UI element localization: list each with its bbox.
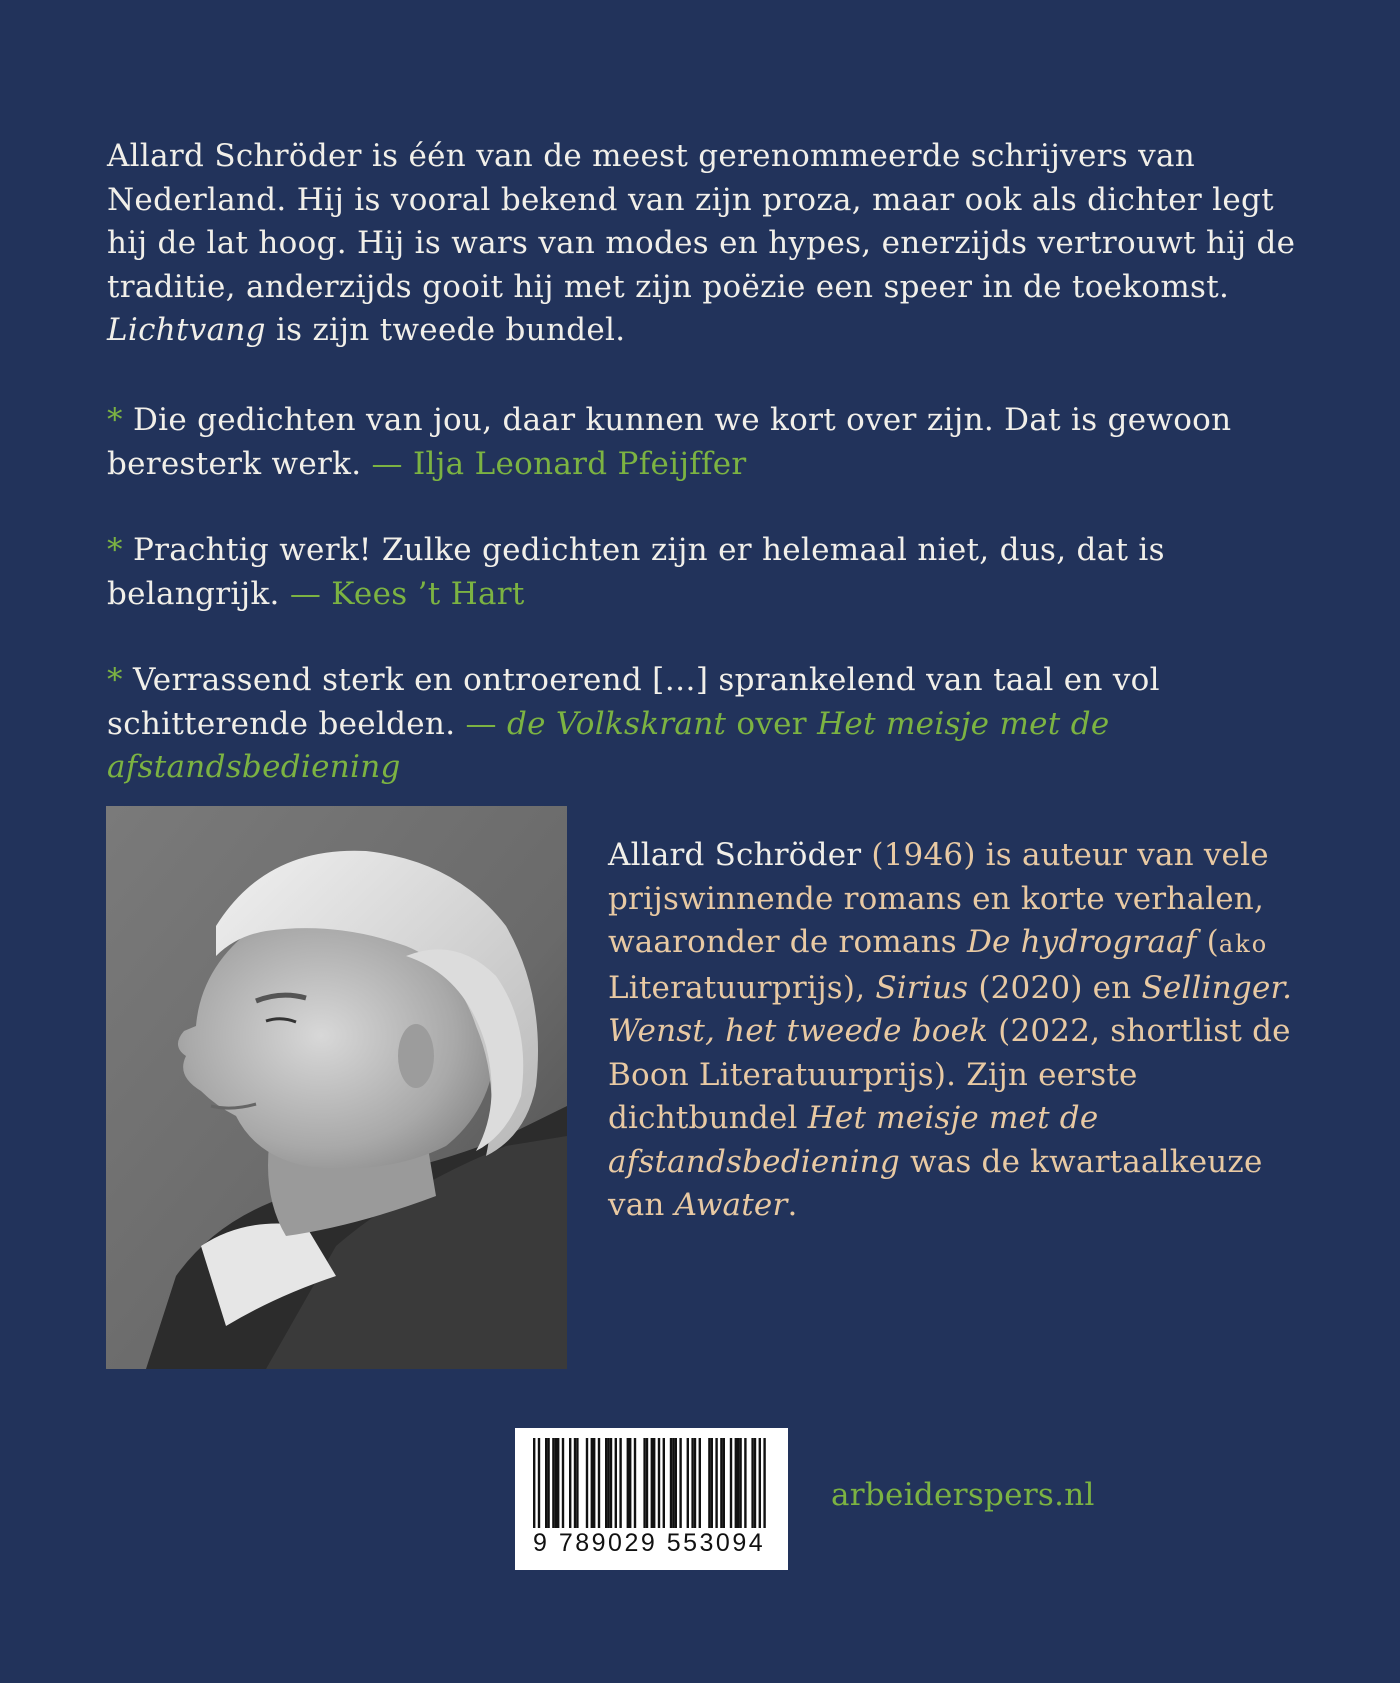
blurb-text <box>107 135 1317 353</box>
bio-smallcaps: ako <box>1218 930 1269 958</box>
quote-attribution: — Ilja Leonard Pfeijffer <box>371 445 747 482</box>
quote-volkskrant <box>107 659 1317 790</box>
publisher-website[interactable]: arbeiderspers.nl <box>831 1477 1095 1513</box>
bio-text: (2020) en <box>968 969 1142 1006</box>
barcode-bar <box>715 1438 717 1530</box>
bio-text: was de kwartaalkeuze van <box>608 1143 1263 1223</box>
barcode-bar <box>699 1438 701 1530</box>
barcode-bar <box>658 1438 660 1530</box>
attribution-work: Het meisje met de afstandsbediening <box>107 705 1110 785</box>
barcode-bar <box>651 1438 653 1530</box>
barcode-bar <box>687 1438 689 1530</box>
barcode-bar <box>591 1438 593 1530</box>
barcode-bar <box>737 1438 739 1530</box>
barcode-bar <box>634 1438 636 1530</box>
bio-text: Literatuurprijs), <box>608 969 876 1006</box>
bio-work: Sellinger. Wenst, het tweede boek <box>608 969 1293 1049</box>
barcode-bar <box>586 1438 588 1530</box>
attribution-source: de Volkskrant <box>506 705 727 742</box>
barcode-bar <box>711 1438 713 1530</box>
barcode-bar <box>672 1438 674 1530</box>
quote-hart <box>107 529 1317 616</box>
barcode-bar <box>610 1438 612 1530</box>
barcode-bar <box>555 1438 557 1530</box>
asterisk: * <box>107 662 123 698</box>
bio-text: is auteur van vele prijswinnende romans en korte verhalen, waaronder de romans <box>608 837 1269 960</box>
barcode-bar <box>547 1438 549 1530</box>
barcode-bar <box>605 1438 607 1530</box>
book-title: Lichtvang <box>107 312 266 348</box>
barcode-bar <box>730 1438 732 1530</box>
bio-work: De hydrograaf <box>966 924 1197 960</box>
barcode-bar <box>691 1438 693 1530</box>
bio-work: Sirius <box>875 969 969 1006</box>
quote-attribution: — Kees ’t Hart <box>289 575 525 612</box>
barcode-bar <box>646 1438 648 1530</box>
bio-text: ( <box>1196 924 1219 960</box>
barcode-bar <box>653 1438 655 1530</box>
barcode-bar <box>615 1438 617 1530</box>
author-portrait-illustration <box>106 806 567 1369</box>
quote-pfeijffer <box>107 399 1317 486</box>
barcode-bar <box>739 1438 741 1530</box>
barcode-bar <box>629 1438 631 1530</box>
barcode-bar <box>763 1438 765 1530</box>
barcode-bar <box>598 1438 600 1530</box>
quote-text: Prachtig werk! Zulke gedichten zijn er helemaal niet, dus, dat is belangrijk. <box>107 532 1165 612</box>
attribution-dash: — <box>465 705 507 742</box>
barcode-bar <box>751 1438 753 1530</box>
barcode-bar <box>735 1438 737 1530</box>
barcode-bar <box>619 1438 621 1530</box>
barcode-bar <box>670 1438 672 1530</box>
isbn-barcode <box>515 1428 788 1570</box>
bio-text: (2022, shortlist de Boon Literatuurprijs). Zijn eerste dichtbundel <box>608 1013 1291 1136</box>
quote-text: Die gedichten van jou, daar kunnen we kort over zijn. Dat is gewoon beresterk werk. <box>107 402 1232 482</box>
blurb-part1: Allard Schröder is één van de meest gerenommeerde schrijvers van Nederland. Hij is vooral bekend van zijn proza, maar ook als dichter legt hij de lat hoog. Hij is wars van modes en hypes, enerzijds vertrouwt hij de traditie, anderzijds gooit hij met zijn poëzie een speer in de toekomst. <box>107 138 1296 305</box>
barcode-bar <box>679 1438 681 1530</box>
barcode-bar <box>759 1438 761 1530</box>
asterisk: * <box>107 532 123 568</box>
barcode-bar <box>754 1438 756 1530</box>
author-photo <box>106 806 567 1369</box>
barcode-bar <box>545 1438 547 1530</box>
barcode-bar <box>576 1438 578 1530</box>
asterisk: * <box>107 402 123 438</box>
barcode-bar <box>663 1438 665 1530</box>
barcode-bar <box>533 1438 535 1530</box>
barcode-bar <box>708 1438 710 1530</box>
barcode-bar <box>569 1438 571 1530</box>
blurb-part2: is zijn tweede bundel. <box>265 312 626 348</box>
barcode-bar <box>643 1438 645 1530</box>
barcode-bar <box>557 1438 559 1530</box>
author-name: Allard Schröder <box>608 837 872 873</box>
attribution-mid: over <box>726 705 818 742</box>
barcode-bar <box>723 1438 725 1530</box>
author-years: (1946) <box>871 837 976 873</box>
barcode-bar <box>744 1438 746 1530</box>
barcode-bar <box>574 1438 576 1530</box>
barcode-bar <box>607 1438 609 1530</box>
barcode-bar <box>720 1438 722 1530</box>
barcode-bar <box>694 1438 696 1530</box>
barcode-bar <box>538 1438 540 1530</box>
barcode-bar <box>675 1438 677 1530</box>
author-bio <box>608 834 1308 1228</box>
barcode-bar <box>627 1438 629 1530</box>
bio-work: Het meisje met de afstandsbediening <box>608 1100 1099 1180</box>
bio-text: . <box>787 1187 798 1223</box>
barcode-bar <box>552 1438 554 1530</box>
barcode-number: 9 789029 553094 <box>533 1528 773 1558</box>
bio-work: Awater <box>674 1187 788 1223</box>
quote-text: Verrassend sterk en ontroerend […] sprankelend van taal en vol schitterende beelden. <box>107 662 1160 742</box>
barcode-bar <box>562 1438 564 1530</box>
barcode-bar <box>593 1438 595 1530</box>
